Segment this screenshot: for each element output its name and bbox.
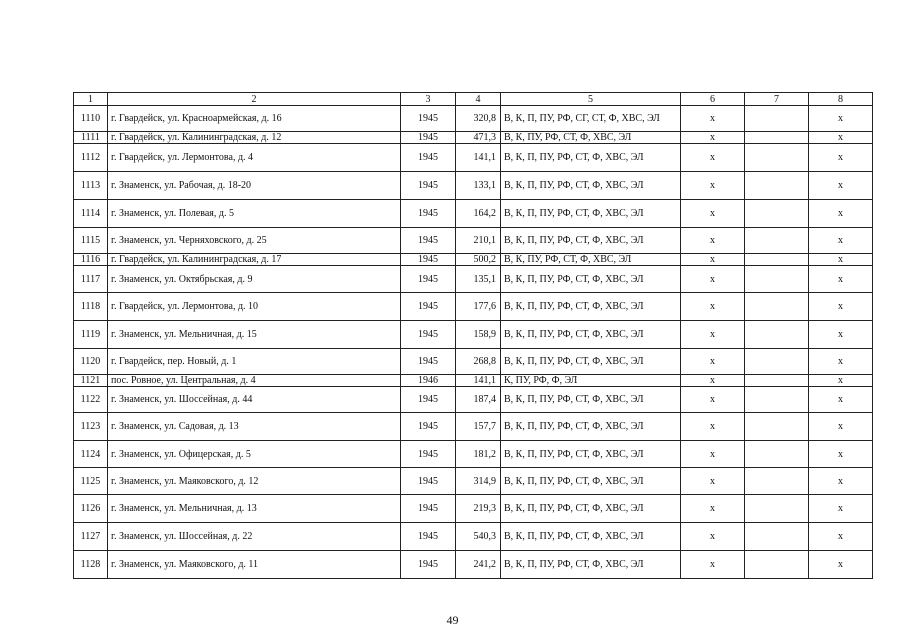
row-works: В, К, ПУ, РФ, СТ, Ф, ХВС, ЭЛ	[501, 132, 681, 144]
row-number: 1115	[74, 228, 108, 254]
row-col7	[745, 321, 809, 349]
row-works: В, К, П, ПУ, РФ, СТ, Ф, ХВС, ЭЛ	[501, 349, 681, 375]
row-col8-mark: х	[809, 375, 873, 387]
row-works: В, К, П, ПУ, РФ, СТ, Ф, ХВС, ЭЛ	[501, 266, 681, 293]
row-address: пос. Ровное, ул. Центральная, д. 4	[108, 375, 401, 387]
row-col7	[745, 144, 809, 172]
row-col6-mark: х	[681, 413, 745, 441]
row-area: 268,8	[456, 349, 501, 375]
row-area: 187,4	[456, 387, 501, 413]
table-row	[74, 132, 873, 144]
header-cell-7: 7	[745, 93, 809, 106]
row-number: 1123	[74, 413, 108, 441]
header-cell-1: 1	[74, 93, 108, 106]
row-number: 1110	[74, 106, 108, 132]
row-col8-mark: х	[809, 551, 873, 579]
row-area: 141,1	[456, 144, 501, 172]
row-address: г. Знаменск, ул. Шоссейная, д. 22	[108, 523, 401, 551]
row-number: 1127	[74, 523, 108, 551]
row-col8-mark: х	[809, 523, 873, 551]
row-col7	[745, 387, 809, 413]
row-address: г. Знаменск, ул. Полевая, д. 5	[108, 200, 401, 228]
row-col7	[745, 254, 809, 266]
row-col8-mark: х	[809, 106, 873, 132]
row-area: 500,2	[456, 254, 501, 266]
row-address: г. Гвардейск, ул. Калининградская, д. 17	[108, 254, 401, 266]
row-col8-mark: х	[809, 441, 873, 468]
row-works: В, К, П, ПУ, РФ, СТ, Ф, ХВС, ЭЛ	[501, 200, 681, 228]
row-col7	[745, 266, 809, 293]
table-row	[74, 375, 873, 387]
row-number: 1122	[74, 387, 108, 413]
row-col8-mark: х	[809, 495, 873, 523]
row-address: г. Знаменск, ул. Рабочая, д. 18-20	[108, 172, 401, 200]
row-works: В, К, П, ПУ, РФ, СТ, Ф, ХВС, ЭЛ	[501, 172, 681, 200]
row-number: 1112	[74, 144, 108, 172]
row-col8-mark: х	[809, 132, 873, 144]
row-address: г. Знаменск, ул. Офицерская, д. 5	[108, 441, 401, 468]
row-address: г. Знаменск, ул. Садовая, д. 13	[108, 413, 401, 441]
row-number: 1116	[74, 254, 108, 266]
row-col6-mark: х	[681, 172, 745, 200]
row-col6-mark: х	[681, 387, 745, 413]
row-number: 1118	[74, 293, 108, 321]
row-address: г. Гвардейск, ул. Лермонтова, д. 10	[108, 293, 401, 321]
row-address: г. Гвардейск, ул. Красноармейская, д. 16	[108, 106, 401, 132]
row-col6-mark: х	[681, 144, 745, 172]
row-col6-mark: х	[681, 441, 745, 468]
row-number: 1125	[74, 468, 108, 495]
row-year: 1945	[401, 228, 456, 254]
row-works: В, К, П, ПУ, РФ, СТ, Ф, ХВС, ЭЛ	[501, 441, 681, 468]
row-col7	[745, 413, 809, 441]
row-col8-mark: х	[809, 321, 873, 349]
row-col6-mark: х	[681, 523, 745, 551]
row-year: 1945	[401, 106, 456, 132]
row-col8-mark: х	[809, 254, 873, 266]
table-row	[74, 441, 873, 468]
row-number: 1120	[74, 349, 108, 375]
registry-table	[73, 92, 873, 579]
row-area: 133,1	[456, 172, 501, 200]
row-year: 1945	[401, 349, 456, 375]
row-number: 1128	[74, 551, 108, 579]
row-year: 1945	[401, 387, 456, 413]
row-col8-mark: х	[809, 468, 873, 495]
row-address: г. Знаменск, ул. Маяковского, д. 11	[108, 551, 401, 579]
row-number: 1114	[74, 200, 108, 228]
row-area: 141,1	[456, 375, 501, 387]
row-year: 1945	[401, 495, 456, 523]
row-works: В, К, П, ПУ, РФ, СТ, Ф, ХВС, ЭЛ	[501, 468, 681, 495]
row-col8-mark: х	[809, 228, 873, 254]
row-area: 177,6	[456, 293, 501, 321]
row-works: В, К, П, ПУ, РФ, СГ, СТ, Ф, ХВС, ЭЛ	[501, 106, 681, 132]
row-year: 1945	[401, 200, 456, 228]
row-year: 1945	[401, 266, 456, 293]
row-area: 219,3	[456, 495, 501, 523]
row-works: В, К, П, ПУ, РФ, СТ, Ф, ХВС, ЭЛ	[501, 228, 681, 254]
row-col6-mark: х	[681, 495, 745, 523]
row-col6-mark: х	[681, 200, 745, 228]
row-address: г. Гвардейск, пер. Новый, д. 1	[108, 349, 401, 375]
row-area: 210,1	[456, 228, 501, 254]
row-col7	[745, 293, 809, 321]
row-year: 1945	[401, 441, 456, 468]
row-address: г. Знаменск, ул. Октябрьская, д. 9	[108, 266, 401, 293]
row-year: 1945	[401, 523, 456, 551]
row-address: г. Знаменск, ул. Мельничная, д. 13	[108, 495, 401, 523]
row-works: В, К, П, ПУ, РФ, СТ, Ф, ХВС, ЭЛ	[501, 321, 681, 349]
row-col7	[745, 375, 809, 387]
row-address: г. Гвардейск, ул. Лермонтова, д. 4	[108, 144, 401, 172]
table-row	[74, 106, 873, 132]
table-header-row	[74, 93, 873, 106]
row-number: 1111	[74, 132, 108, 144]
row-col7	[745, 523, 809, 551]
row-col8-mark: х	[809, 293, 873, 321]
row-col8-mark: х	[809, 413, 873, 441]
row-number: 1119	[74, 321, 108, 349]
row-area: 471,3	[456, 132, 501, 144]
row-col7	[745, 132, 809, 144]
row-year: 1945	[401, 321, 456, 349]
row-year: 1945	[401, 293, 456, 321]
row-number: 1117	[74, 266, 108, 293]
row-col6-mark: х	[681, 106, 745, 132]
table-row	[74, 172, 873, 200]
row-col8-mark: х	[809, 387, 873, 413]
table-row	[74, 144, 873, 172]
row-works: В, К, П, ПУ, РФ, СТ, Ф, ХВС, ЭЛ	[501, 387, 681, 413]
table-row	[74, 200, 873, 228]
row-col8-mark: х	[809, 144, 873, 172]
row-col7	[745, 200, 809, 228]
row-col6-mark: х	[681, 349, 745, 375]
row-works: К, ПУ, РФ, Ф, ЭЛ	[501, 375, 681, 387]
header-cell-8: 8	[809, 93, 873, 106]
row-area: 320,8	[456, 106, 501, 132]
row-works: В, К, П, ПУ, РФ, СТ, Ф, ХВС, ЭЛ	[501, 495, 681, 523]
row-number: 1121	[74, 375, 108, 387]
row-works: В, К, П, ПУ, РФ, СТ, Ф, ХВС, ЭЛ	[501, 523, 681, 551]
table-row	[74, 349, 873, 375]
row-year: 1945	[401, 172, 456, 200]
row-year: 1945	[401, 254, 456, 266]
row-area: 157,7	[456, 413, 501, 441]
row-col7	[745, 468, 809, 495]
row-address: г. Гвардейск, ул. Калининградская, д. 12	[108, 132, 401, 144]
row-col6-mark: х	[681, 228, 745, 254]
row-year: 1946	[401, 375, 456, 387]
header-cell-3: 3	[401, 93, 456, 106]
page-number: 49	[446, 613, 459, 627]
row-number: 1113	[74, 172, 108, 200]
header-cell-5: 5	[501, 93, 681, 106]
row-col6-mark: х	[681, 132, 745, 144]
table-row	[74, 468, 873, 495]
table-row	[74, 228, 873, 254]
row-area: 540,3	[456, 523, 501, 551]
row-col7	[745, 349, 809, 375]
row-col7	[745, 551, 809, 579]
row-area: 314,9	[456, 468, 501, 495]
row-address: г. Знаменск, ул. Черняховского, д. 25	[108, 228, 401, 254]
row-works: В, К, П, ПУ, РФ, СТ, Ф, ХВС, ЭЛ	[501, 144, 681, 172]
row-area: 135,1	[456, 266, 501, 293]
row-address: г. Знаменск, ул. Шоссейная, д. 44	[108, 387, 401, 413]
row-number: 1124	[74, 441, 108, 468]
table-row	[74, 523, 873, 551]
row-address: г. Знаменск, ул. Маяковского, д. 12	[108, 468, 401, 495]
row-year: 1945	[401, 551, 456, 579]
row-works: В, К, П, ПУ, РФ, СТ, Ф, ХВС, ЭЛ	[501, 551, 681, 579]
row-area: 241,2	[456, 551, 501, 579]
row-col6-mark: х	[681, 551, 745, 579]
row-col7	[745, 441, 809, 468]
table-row	[74, 495, 873, 523]
row-year: 1945	[401, 144, 456, 172]
table-row	[74, 321, 873, 349]
row-col6-mark: х	[681, 321, 745, 349]
row-col6-mark: х	[681, 468, 745, 495]
row-number: 1126	[74, 495, 108, 523]
row-works: В, К, П, ПУ, РФ, СТ, Ф, ХВС, ЭЛ	[501, 293, 681, 321]
table-row	[74, 266, 873, 293]
header-cell-6: 6	[681, 93, 745, 106]
row-col7	[745, 172, 809, 200]
table-row	[74, 551, 873, 579]
row-year: 1945	[401, 468, 456, 495]
row-col7	[745, 106, 809, 132]
row-col8-mark: х	[809, 266, 873, 293]
row-year: 1945	[401, 413, 456, 441]
table-row	[74, 387, 873, 413]
row-col8-mark: х	[809, 200, 873, 228]
row-area: 164,2	[456, 200, 501, 228]
row-works: В, К, П, ПУ, РФ, СТ, Ф, ХВС, ЭЛ	[501, 413, 681, 441]
row-col8-mark: х	[809, 349, 873, 375]
table-row	[74, 293, 873, 321]
row-col6-mark: х	[681, 266, 745, 293]
table-row	[74, 413, 873, 441]
row-col6-mark: х	[681, 293, 745, 321]
row-area: 181,2	[456, 441, 501, 468]
row-year: 1945	[401, 132, 456, 144]
row-col6-mark: х	[681, 254, 745, 266]
table-row	[74, 254, 873, 266]
row-col8-mark: х	[809, 172, 873, 200]
row-col6-mark: х	[681, 375, 745, 387]
header-cell-2: 2	[108, 93, 401, 106]
header-cell-4: 4	[456, 93, 501, 106]
row-col7	[745, 495, 809, 523]
row-area: 158,9	[456, 321, 501, 349]
row-col7	[745, 228, 809, 254]
row-works: В, К, ПУ, РФ, СТ, Ф, ХВС, ЭЛ	[501, 254, 681, 266]
row-address: г. Знаменск, ул. Мельничная, д. 15	[108, 321, 401, 349]
